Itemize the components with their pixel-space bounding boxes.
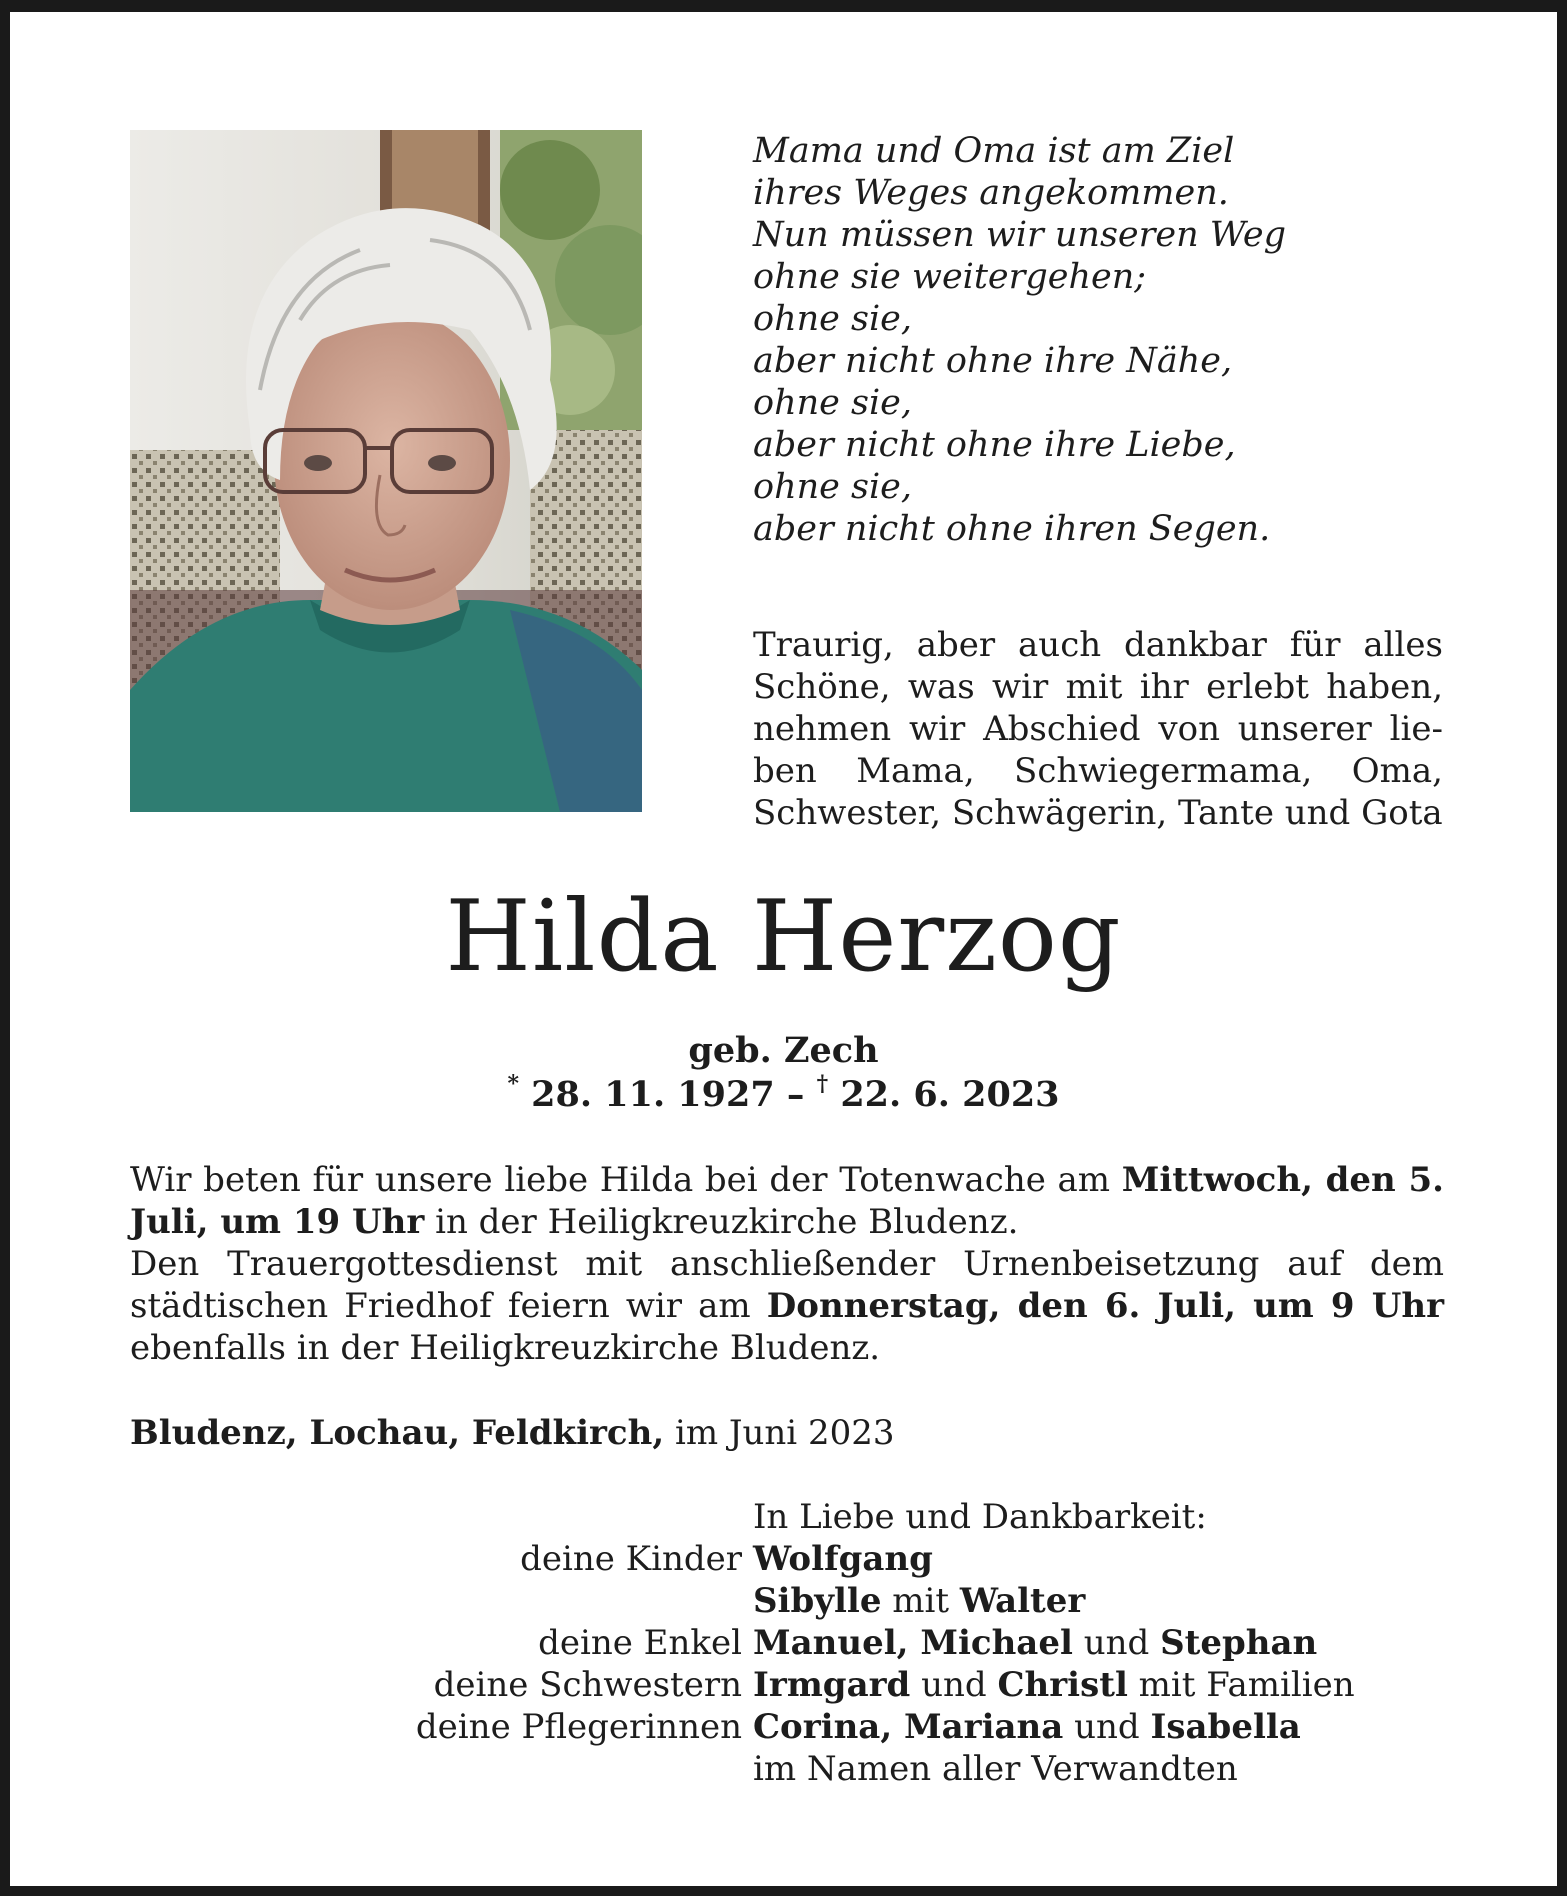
mourner-names [753,1538,933,1580]
wake-location: in der Heiligkreuzkirche Bludenz. [424,1202,1019,1242]
mourner-connector: mit [881,1581,960,1621]
wake-text: Wir beten für unsere liebe Hilda bei der Totenwache am [130,1160,1122,1200]
mourner-connector: im Namen aller Verwandten [753,1749,1238,1789]
service-announcement [130,1159,1444,1369]
mourner-row [130,1538,1460,1580]
mourner-name: Wolfgang [753,1539,933,1579]
birth-mark: * [507,1071,519,1098]
mourner-role [130,1580,753,1622]
wake-datetime: Mittwoch, den 5. Juli, um 19 Uhr [130,1160,1444,1242]
mourner-name: Corina, Mariana [753,1707,1064,1747]
mourner-names [753,1622,1317,1664]
poem-line: Nun müssen wir unseren Weg [753,215,1286,255]
mourner-role: deine Schwestern [433,1665,742,1705]
mourner-row [130,1622,1460,1664]
portrait-photo [130,130,642,812]
poem-line: ohne sie, [753,467,912,507]
mourner-names [753,1580,1085,1622]
poem-line: aber nicht ohne ihren Segen. [753,509,1271,549]
mass-datetime: Donnerstag, den 6. Juli, um 9 Uhr [766,1286,1444,1326]
wake-paragraph [130,1159,1444,1243]
deceased-name: Hilda Herzog [445,880,1122,994]
date-separator: – [774,1074,817,1115]
towns: Bludenz, Lochau, Feldkirch, [130,1413,665,1453]
mourner-connector: mit Familien [1127,1665,1355,1705]
death-cross-mark: † [816,1071,829,1098]
mourner-role: deine Kinder [520,1539,742,1579]
birth-date: 28. 11. 1927 [531,1074,775,1115]
mourner-connector: und [1063,1707,1151,1747]
issue-date: im Juni 2023 [664,1413,895,1453]
death-date: 22. 6. 2023 [840,1074,1060,1115]
closing-phrase: In Liebe und Dankbarkeit: [753,1497,1207,1537]
poem-line: ohne sie weitergehen; [753,257,1147,297]
poem-line: ohne sie, [753,299,912,339]
mourner-names [753,1664,1355,1706]
mourner-row [130,1706,1460,1748]
portrait-illustration [130,130,642,812]
mourner-name: Isabella [1150,1707,1301,1747]
mourner-name: Walter [959,1581,1086,1621]
mourner-role [130,1748,753,1790]
mourner-connector: und [910,1665,998,1705]
poem-line: aber nicht ohne ihre Nähe, [753,341,1233,381]
farewell-intro: Traurig, aber auch dankbar für alles Schöne, was wir mit ihr erlebt haben, nehmen wir Abschied von unserer lieben Mama, Schwiegermama, Oma, Schwester, Schwägerin, Tante und Gota [753,625,1443,833]
funeral-mass-paragraph [130,1243,1444,1369]
life-dates [10,1071,1557,1116]
mourner-role: deine Enkel [538,1623,742,1663]
mass-text: Den Trauergottesdienst mit anschließender Urnenbeisetzung auf dem städtischen Friedhof feiern wir am [130,1244,1444,1326]
mourner-row [130,1748,1460,1790]
mourner-names [753,1748,1238,1790]
mourner-connector: und [1072,1623,1161,1663]
poem-line: Mama und Oma ist am Ziel [753,131,1235,171]
mourner-names [753,1706,1301,1748]
poem-line: aber nicht ohne ihre Liebe, [753,425,1236,465]
place-and-date [130,1412,1444,1454]
mourner-name: Manuel, Michael [753,1623,1073,1663]
mourner-row [130,1580,1460,1622]
maiden-name: geb. Zech [688,1030,879,1071]
mourner-row [130,1664,1460,1706]
mass-location: ebenfalls in der Heiligkreuzkirche Bludenz. [130,1328,881,1368]
poem-line: ihres Weges angekommen. [753,173,1229,213]
mourner-role: deine Pflegerinnen [415,1707,742,1747]
mourners-list [130,1538,1460,1790]
mourner-name: Irmgard [753,1665,911,1705]
poem-line: ohne sie, [753,383,912,423]
mourner-name: Christl [997,1665,1128,1705]
mourner-name: Sibylle [753,1581,882,1621]
memorial-poem [753,130,1473,550]
mourner-name: Stephan [1160,1623,1318,1663]
